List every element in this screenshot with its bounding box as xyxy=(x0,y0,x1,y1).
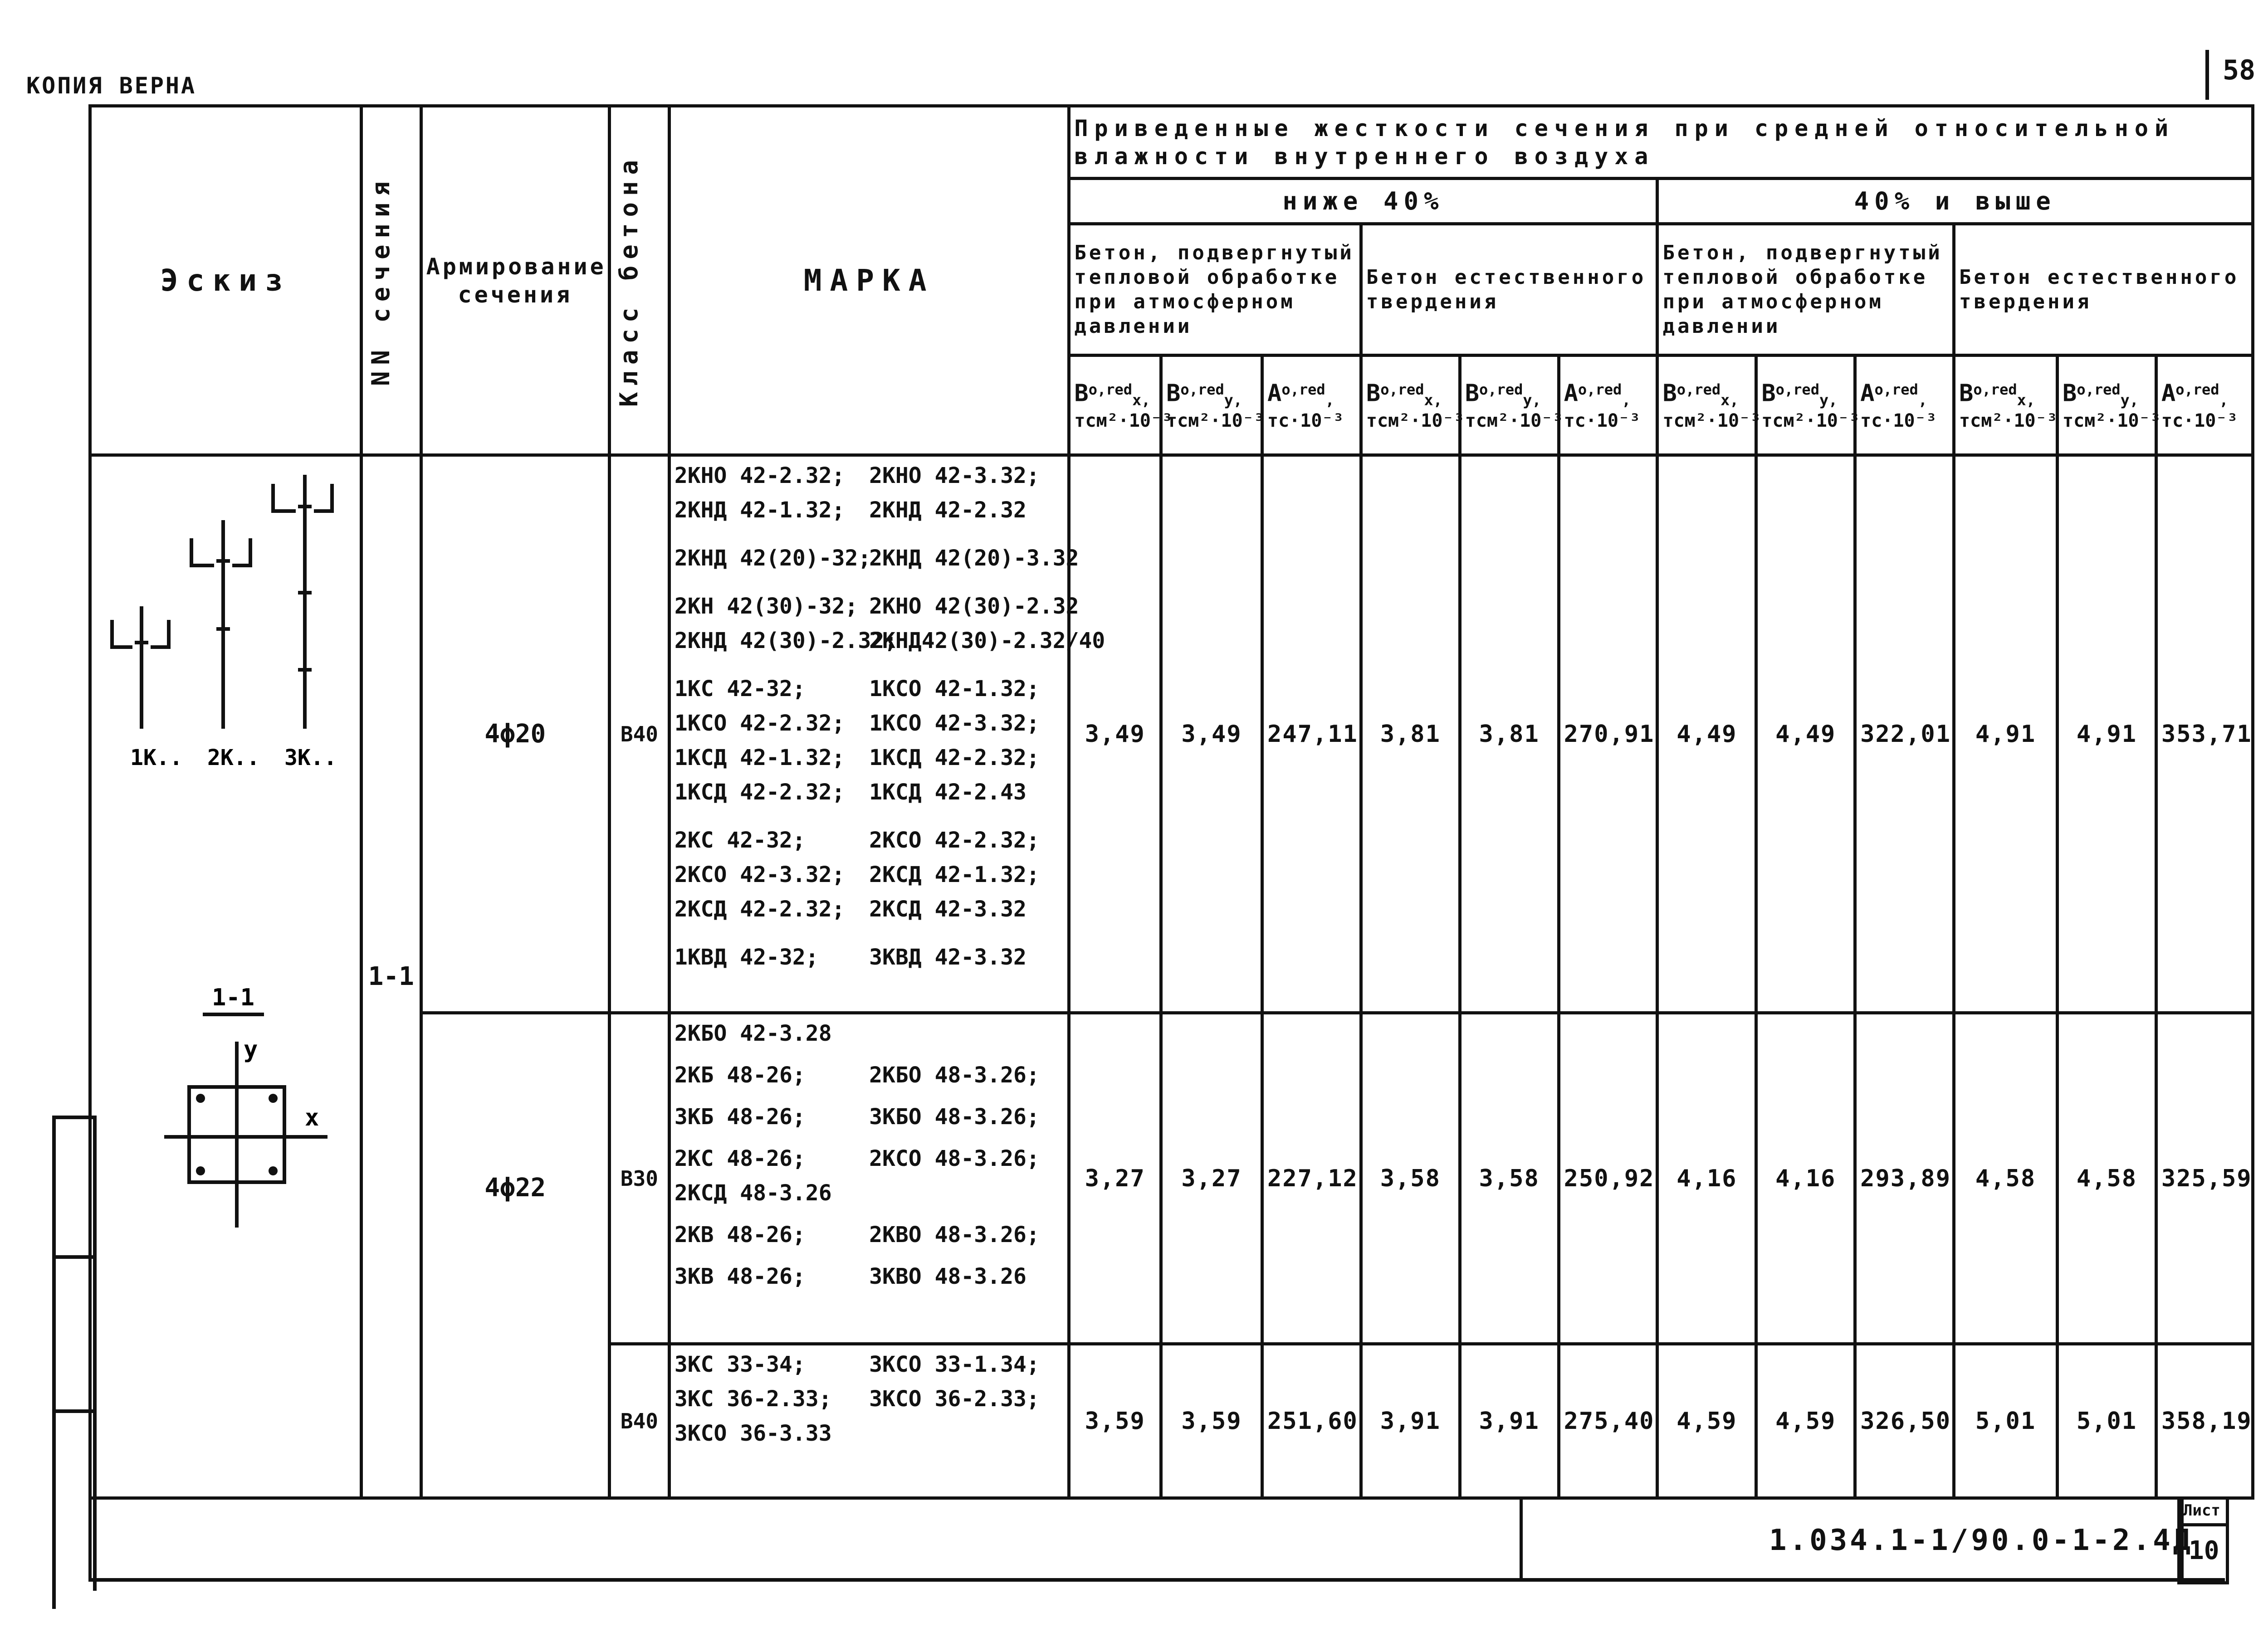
marks-cell: 2КНО 42-2.32; 2КНО 42-3.32; 2КНД 42-1.32; 2КНД 42-2.32 2КНД 42(20)-32; 2КНД 42(20)-3.32 2КН 42(30)-32; 2КНО 42(30)-2.32 2КНД 42(30)-2.32; 2КНД42(30)-2.32/40 1КС 42-32; 1КСО 42-1.32; 1КСО 42-2.32; 1КСО 42-3.32; 1КСД 42-1.32; 1КСД 42-2.32; 1КСД 42-2.32; 1КСД 42-2.43 2КС 42-32; 2КСО 42-2.32; 2КСО 42-3.32; 2КСД 42-1.32; 2КСД 42-2.32; 2КСД 42-3.32 1КВД 42-32; 3КВД 42-3.32 xyxy=(669,455,1069,1013)
value-cell: 4,59 xyxy=(1756,1344,1855,1498)
unit-bx: $B^{o,red}_{x,}$ тсм²·10⁻³ xyxy=(1361,356,1460,455)
header-section-no: NN сечения xyxy=(361,106,421,455)
header-mark: МАРКА xyxy=(669,106,1069,455)
label-section: 1-1 xyxy=(212,984,254,1011)
copy-stamp: КОПИЯ ВЕРНА xyxy=(26,73,197,99)
header-natural-1: Бетон естественного твердения xyxy=(1361,224,1657,356)
header-natural-2: Бетон естественного твердения xyxy=(1954,224,2253,356)
value-cell: 322,01 xyxy=(1855,455,1954,1013)
value-cell: 3,49 xyxy=(1161,455,1262,1013)
page-number-bar xyxy=(2205,50,2209,100)
value-cell: 3,49 xyxy=(1069,455,1161,1013)
value-cell: 4,91 xyxy=(2058,455,2156,1013)
document-code: 1.034.1-1/90.0-1-2.4Д xyxy=(1769,1524,2194,1557)
header-heat-treated-1: Бетон, подвергнутый тепловой обработке при атмосферном давлении xyxy=(1069,224,1361,356)
header-concrete-class: Класс бетона xyxy=(610,106,670,455)
value-cell: 3,91 xyxy=(1460,1344,1559,1498)
value-cell: 275,40 xyxy=(1559,1344,1657,1498)
sheet-label: Лист xyxy=(2183,1501,2220,1520)
unit-by: $B^{o,red}_{y,}$ тсм²·10⁻³ xyxy=(1756,356,1855,455)
value-cell: 227,12 xyxy=(1262,1013,1361,1344)
page-number: 58 xyxy=(2223,54,2256,86)
value-cell: 4,58 xyxy=(1954,1013,2058,1344)
section-number: 1-1 xyxy=(361,455,421,1498)
concrete-class: B40 xyxy=(610,455,670,1013)
value-cell: 293,89 xyxy=(1855,1013,1954,1344)
header-heat-treated-2: Бетон, подвергнутый тепловой обработке при атмосферном давлении xyxy=(1657,224,1954,356)
header-reinforcement: Армирование сечения xyxy=(421,106,609,455)
unit-by: $B^{o,red}_{y,}$ тсм²·10⁻³ xyxy=(1460,356,1559,455)
unit-a: $A^{o,red}_,$ тс·10⁻³ xyxy=(2156,356,2253,455)
unit-a: $A^{o,red}_,$ тс·10⁻³ xyxy=(1855,356,1954,455)
value-cell: 4,58 xyxy=(2058,1013,2156,1344)
reinforcement: 4ϕ22 xyxy=(421,1013,609,1498)
reinforcement: 4ϕ20 xyxy=(421,455,609,1013)
value-cell: 3,27 xyxy=(1161,1013,1262,1344)
label-3k: 3К.. xyxy=(284,745,337,770)
value-cell: 4,16 xyxy=(1756,1013,1855,1344)
frame-left-line xyxy=(88,1465,92,1578)
unit-a: $A^{o,red}_,$ тс·10⁻³ xyxy=(1559,356,1657,455)
value-cell: 326,50 xyxy=(1855,1344,1954,1498)
label-1k: 1К.. xyxy=(130,745,183,770)
table-row xyxy=(90,455,2253,1013)
value-cell: 4,91 xyxy=(1954,455,2058,1013)
value-cell: 5,01 xyxy=(2058,1344,2156,1498)
value-cell: 3,58 xyxy=(1460,1013,1559,1344)
value-cell: 3,27 xyxy=(1069,1013,1161,1344)
value-cell: 247,11 xyxy=(1262,455,1361,1013)
value-cell: 353,71 xyxy=(2156,455,2253,1013)
unit-bx: $B^{o,red}_{x,}$ тсм²·10⁻³ xyxy=(1954,356,2058,455)
unit-by: $B^{o,red}_{y,}$ тсм²·10⁻³ xyxy=(2058,356,2156,455)
value-cell: 325,59 xyxy=(2156,1013,2253,1344)
value-cell: 358,19 xyxy=(2156,1344,2253,1498)
value-cell: 4,16 xyxy=(1657,1013,1756,1344)
sheet-box xyxy=(2177,1496,2229,1584)
frame-bottom-line xyxy=(88,1578,2225,1582)
header-sketch: Эскиз xyxy=(90,106,362,455)
sheet-number: 10 xyxy=(2189,1536,2219,1565)
value-cell: 3,58 xyxy=(1361,1013,1460,1344)
unit-a: $A^{o,red}_,$ тс·10⁻³ xyxy=(1262,356,1361,455)
value-cell: 3,59 xyxy=(1161,1344,1262,1498)
value-cell: 5,01 xyxy=(1954,1344,2058,1498)
value-cell: 270,91 xyxy=(1559,455,1657,1013)
stiffness-table xyxy=(88,104,2254,1500)
value-cell: 3,91 xyxy=(1361,1344,1460,1498)
unit-bx: $B^{o,red}_{x,}$ тсм²·10⁻³ xyxy=(1657,356,1756,455)
unit-bx: $B^{o,red}_{x,}$ тсм²·10⁻³ xyxy=(1069,356,1161,455)
value-cell: 250,92 xyxy=(1559,1013,1657,1344)
value-cell: 3,81 xyxy=(1361,455,1460,1013)
marks-cell: 2КБО 42-3.28 2КБ 48-26; 2КБО 48-3.26; 3КБ 48-26; 3КБО 48-3.26; 2КС 48-26; 2КСО 48-3.26; 2КСД 48-3.26 2КВ 48-26; 2КВО 48-3.26; 3КВ 48-26; 3КВО 48-3.26 xyxy=(669,1013,1069,1344)
unit-by: $B^{o,red}_{y,}$ тсм²·10⁻³ xyxy=(1161,356,1262,455)
sketch-cell xyxy=(90,455,362,1498)
header-above-40: 40% и выше xyxy=(1657,179,2253,224)
header-stiffness-title: Приведенные жесткости сечения при средней относительной влажности внутреннего воздуха xyxy=(1069,106,2253,179)
value-cell: 3,59 xyxy=(1069,1344,1161,1498)
value-cell: 3,81 xyxy=(1460,455,1559,1013)
label-2k: 2К.. xyxy=(207,745,260,770)
marks-cell: 3КС 33-34; 3КСО 33-1.34; 3КС 36-2.33; 3КСО 36-2.33; 3КСО 36-3.33 xyxy=(669,1344,1069,1498)
value-cell: 251,60 xyxy=(1262,1344,1361,1498)
value-cell: 4,59 xyxy=(1657,1344,1756,1498)
value-cell: 4,49 xyxy=(1657,455,1756,1013)
label-axis-x: x xyxy=(305,1104,319,1131)
label-axis-y: y xyxy=(244,1036,258,1063)
header-below-40: ниже 40% xyxy=(1069,179,1657,224)
concrete-class: B40 xyxy=(610,1344,670,1498)
sketch-drawing xyxy=(92,457,355,1495)
value-cell: 4,49 xyxy=(1756,455,1855,1013)
concrete-class: B30 xyxy=(610,1013,670,1344)
